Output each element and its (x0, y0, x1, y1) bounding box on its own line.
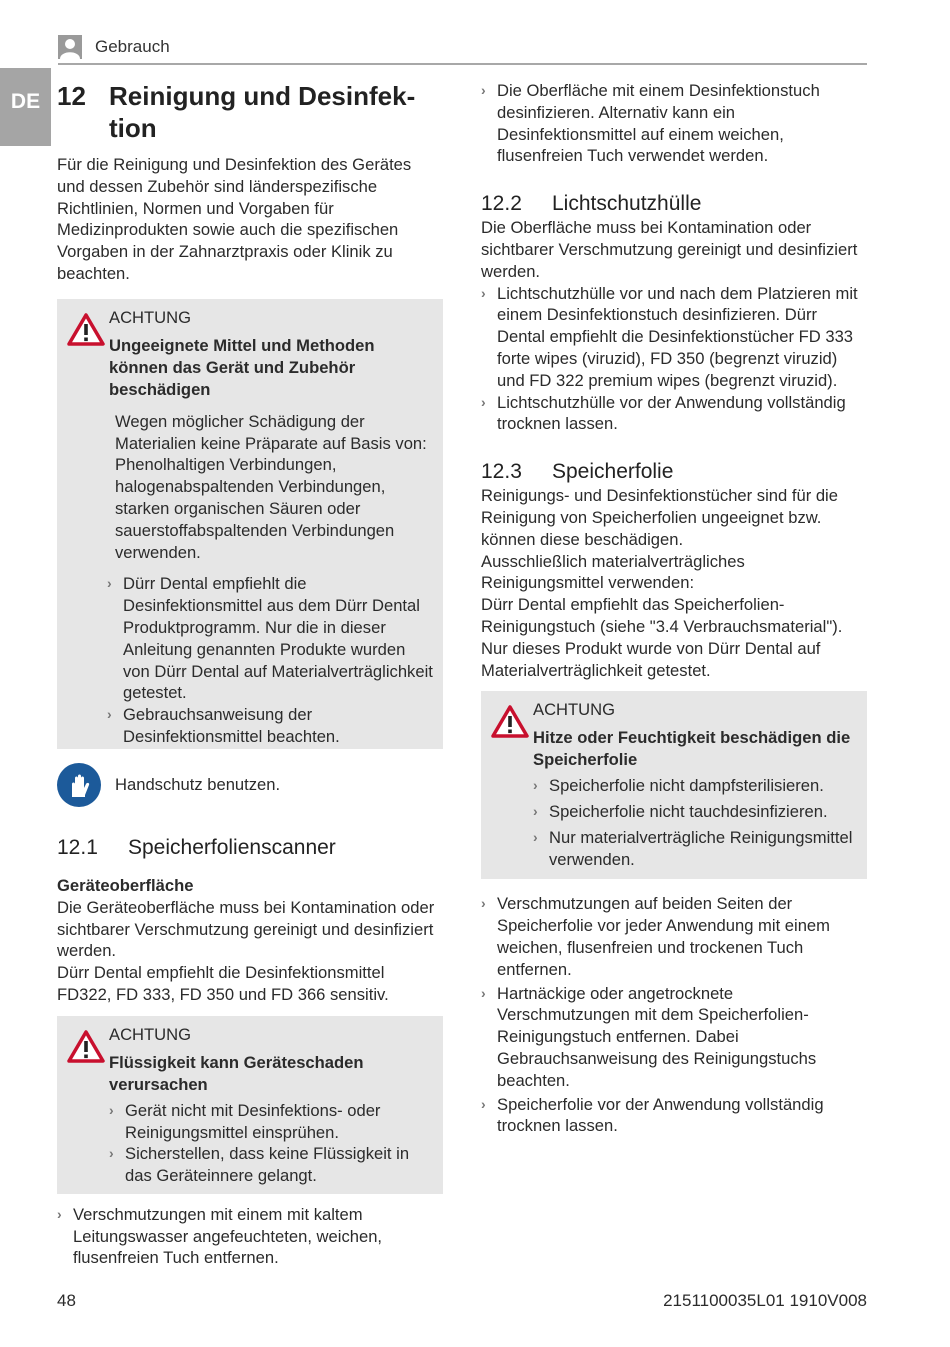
list-item: › Sicherstellen, dass keine Flüssigkeit in das Geräteinnere gelangt. (109, 1144, 410, 1186)
section-heading-12-1: 12.1 Speicherfolienscanner (57, 835, 336, 859)
list-item: › Gebrauchsanweisung der Desinfektionsmittel beachten. (107, 705, 340, 746)
chevron-right-icon: › (109, 1145, 114, 1162)
chevron-right-icon: › (57, 1205, 62, 1222)
warning-label: ACHTUNG (533, 700, 616, 720)
header-divider (58, 63, 867, 65)
warning-box-2 (57, 1016, 443, 1194)
chevron-right-icon: › (481, 895, 486, 912)
list-item: › Speicherfolie nicht dampfsterilisieren. (533, 776, 824, 796)
chapter-number: 12 (57, 81, 86, 111)
list-item: › Verschmutzungen mit einem mit kaltem Leitungswasser angefeuchteten, weichen, flusenfreien Tuch entfernen. (57, 1204, 383, 1268)
section-heading-12-3: 12.3 Speicherfolie (481, 460, 674, 484)
warning-title: Hitze oder Feuchtigkeit beschädigen die Speicherfolie (533, 728, 851, 770)
list-item: › Nur materialverträgliche Reinigungsmittel verwenden. (533, 827, 853, 869)
list-item: › Speicherfolie nicht tauchdesinfizieren. (533, 802, 828, 822)
chevron-right-icon: › (533, 803, 538, 820)
document-id: 2151100035L01 1910V008 (663, 1291, 867, 1310)
warning-title: Flüssigkeit kann Geräteschaden verursachen (109, 1052, 364, 1094)
chevron-right-icon: › (481, 1095, 486, 1112)
warning-label: ACHTUNG (109, 1024, 192, 1044)
chevron-right-icon: › (481, 984, 486, 1001)
list-item: › Die Oberfläche mit einem Desinfektionstuch desinfizieren. Alternativ kann ein Desinfektionsmittel auf einem weichen, flusenfreien Tuch verwendet werden. (481, 81, 820, 166)
warning-box-3 (481, 691, 867, 879)
list-item: › Hartnäckige oder angetrocknete Verschmutzungen mit dem Speicherfolien-Reinigungstuch entfernen. Dabei Gebrauchsanweisung des Reinigungstuchs beachten. (481, 983, 817, 1090)
chapter-heading (57, 80, 443, 144)
intro-paragraph: Für die Reinigung und Desinfektion des Gerätes und dessen Zubehör sind länderspezifische Richtlinien, Normen und Vorgaben für Medizinprodukten sowie auch die spezifischen Vorgaben in der Zahnarztpraxis oder Klinik zu beachten. (57, 155, 412, 283)
chapter-title: Reinigung und Desinfek- tion (109, 81, 416, 143)
protective-gloves-icon (57, 763, 101, 807)
warning-triangle-icon (491, 699, 533, 771)
list-item: › Gerät nicht mit Desinfektions- oder Reinigungsmittel einsprühen. (109, 1100, 381, 1142)
chevron-right-icon: › (481, 82, 486, 98)
paragraph: Dürr Dental empfiehlt das Speicherfolien-Reinigungstuch (siehe "3.4 Verbrauchsmaterial"). Nur dieses Produkt wurde von Dürr Dental auf Materialverträglichkeit getestet. (481, 595, 843, 680)
list-item: › Lichtschutzhülle vor und nach dem Platzieren mit einem Desinfektionstuch desinfizieren. Dürr Dental empfiehlt die Desinfektionstücher FD 333 forte wipes (viruzid), FD 350 (begrenzt viruzid) und FD 322 premium wipes (begrenzt viruzid). (481, 283, 858, 390)
chevron-right-icon: › (109, 1101, 114, 1118)
warning-box-1 (57, 299, 443, 749)
language-tab: DE (0, 68, 51, 146)
paragraph: Die Geräteoberfläche muss bei Kontamination oder sichtbarer Verschmutzung gereinigt und desinfiziert werden. (57, 897, 435, 961)
paragraph: Dürr Dental empfiehlt die Desinfektionsmittel FD322, FD 333, FD 350 und FD 366 sensitiv. (57, 963, 389, 1004)
warning-title: Ungeeignete Mittel und Methoden können das Gerät und Zubehör beschädigen (109, 335, 375, 399)
subheading: Geräteoberfläche (57, 875, 194, 895)
paragraph: Reinigungs- und Desinfektionstücher sind für die Reinigung von Speicherfolien ungeeignet bzw. können diese beschädigen. (481, 486, 838, 549)
warning-triangle-icon (67, 1024, 109, 1096)
section-heading-12-2: 12.2 Lichtschutzhülle (481, 192, 702, 216)
right-column (481, 80, 867, 1137)
chevron-right-icon: › (481, 393, 486, 410)
chevron-right-icon: › (107, 575, 112, 592)
header-section-label: Gebrauch (95, 37, 170, 56)
chevron-right-icon: › (107, 706, 112, 723)
chevron-right-icon: › (481, 284, 486, 301)
person-silhouette-icon (58, 35, 82, 59)
paragraph: Ausschließlich materialverträgliches Reinigungsmittel verwenden: (481, 551, 745, 593)
list-item: › Verschmutzungen auf beiden Seiten der Speicherfolie vor jeder Anwendung mit einem weichen, flusenfreien und trockenen Tuch entfernen. (481, 894, 830, 979)
list-item: › Lichtschutzhülle vor der Anwendung vollständig trocknen lassen. (481, 392, 846, 434)
warning-body: Wegen möglicher Schädigung der Materialien keine Präparate auf Basis von: Phenolhaltigen Verbindungen, halogenabspaltenden Verbindungen, starken organischen Säuren oder sauerstoffabspaltenden Verbindungen verwenden. (115, 411, 427, 562)
chevron-right-icon: › (533, 828, 538, 845)
glove-note-text: Handschutz benutzen. (115, 774, 281, 794)
paragraph: Die Oberfläche muss bei Kontamination oder sichtbarer Verschmutzung gereinigt und desinfiziert werden. (481, 218, 858, 281)
page-number: 48 (57, 1291, 76, 1310)
warning-triangle-icon (67, 307, 109, 401)
glove-note (57, 763, 443, 807)
chevron-right-icon: › (533, 777, 538, 794)
warning-label: ACHTUNG (109, 307, 192, 327)
list-item: › Dürr Dental empfiehlt die Desinfektionsmittel aus dem Dürr Dental Produktprogramm. Nur die in dieser Anleitung genannten Produkte wurden von Dürr Dental auf Materialverträglichkeit getestet. (107, 574, 433, 703)
list-item: › Speicherfolie vor der Anwendung vollständig trocknen lassen. (481, 1094, 824, 1136)
left-column (57, 80, 443, 1269)
